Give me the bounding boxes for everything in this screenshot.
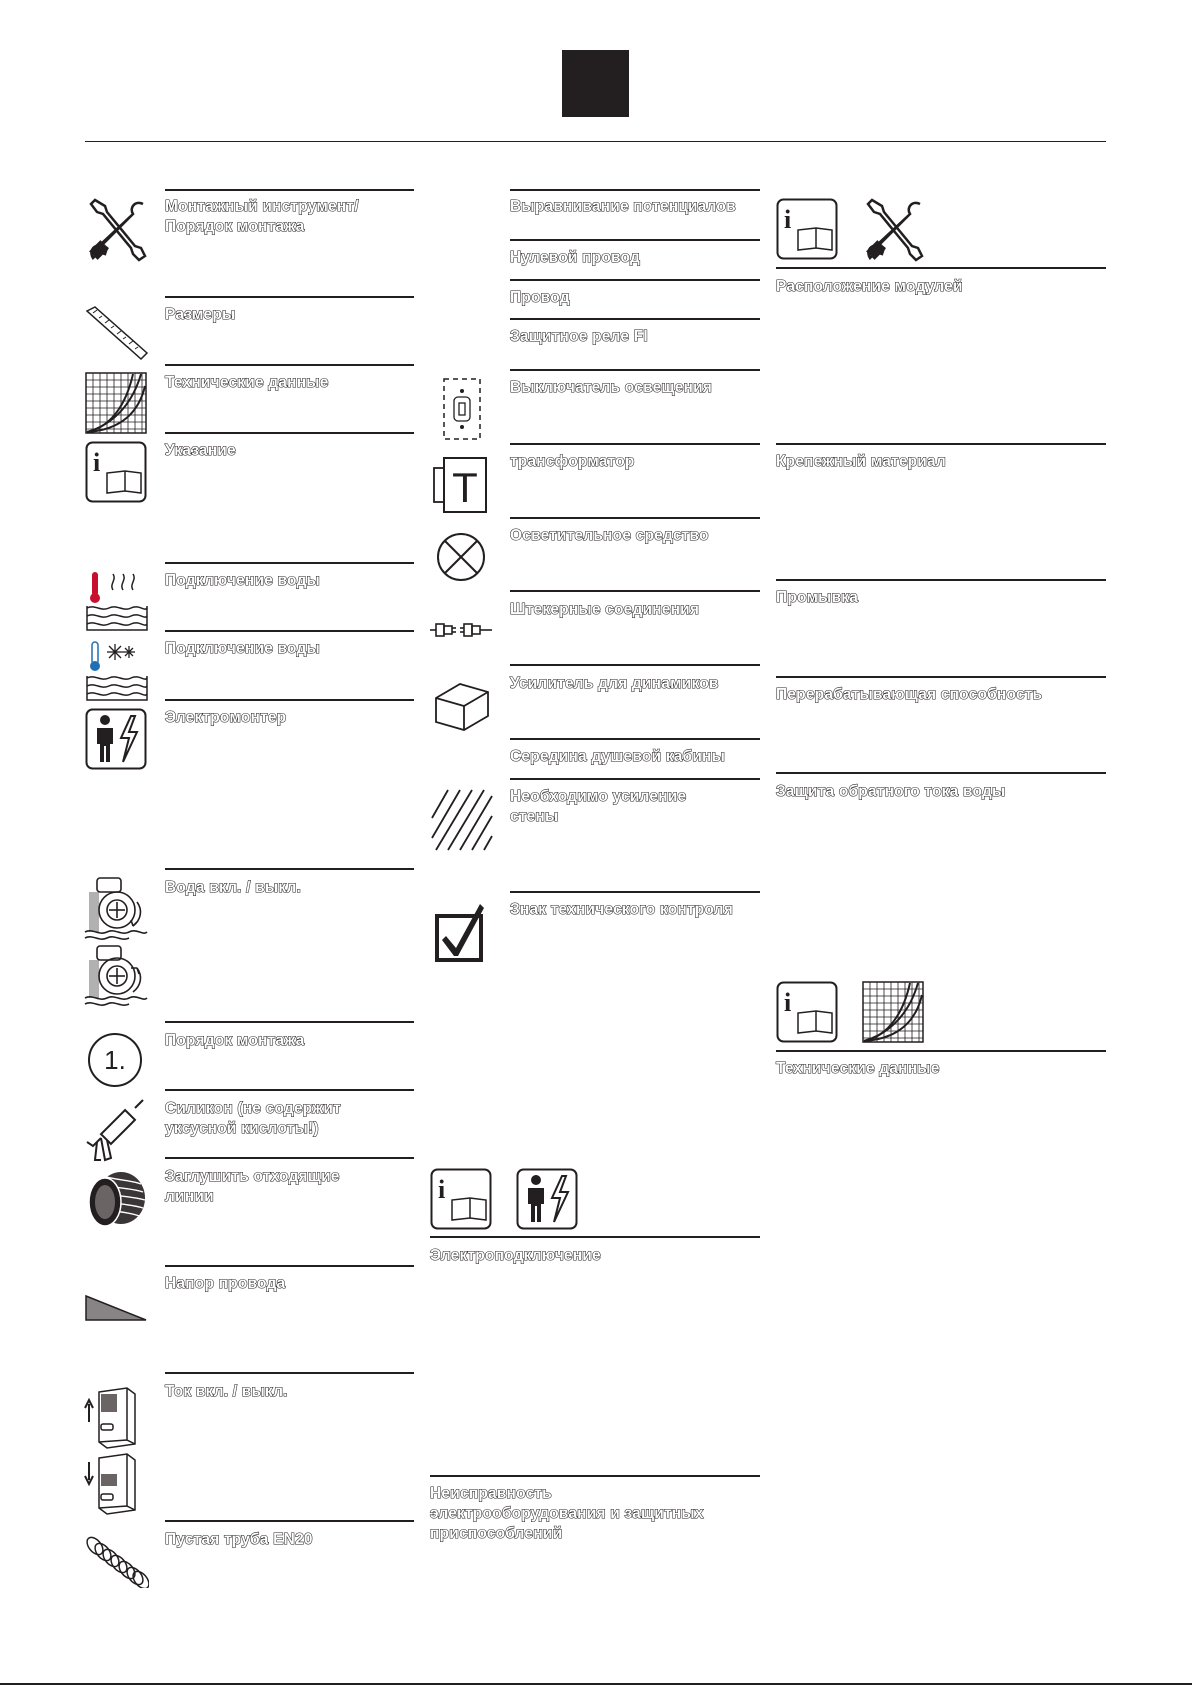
divider xyxy=(776,676,1106,678)
pipe-plug-icon xyxy=(85,1168,147,1232)
plug-connector-icon xyxy=(430,622,492,638)
divider xyxy=(165,1372,414,1374)
divider xyxy=(165,1265,414,1267)
entry-label: Осветительное средство xyxy=(510,527,709,544)
entry-label: Защитное реле FI xyxy=(510,328,648,345)
entry-label: Промывка xyxy=(776,589,859,606)
water-valve-icon xyxy=(83,876,149,1010)
entry-label: Необходимо усиление стены xyxy=(510,788,687,825)
svg-text:i: i xyxy=(784,988,792,1017)
entry-label: Штекерные соединения xyxy=(510,601,700,618)
section-label: Неисправность электрооборудования и защитных приспособлений xyxy=(430,1485,704,1542)
cold-water-icon xyxy=(85,640,149,702)
transformer-letter: T xyxy=(452,464,478,511)
divider xyxy=(165,699,414,701)
divider xyxy=(510,738,760,740)
entry-label: Усилитель для динамиков xyxy=(510,675,719,692)
divider xyxy=(776,772,1106,774)
step-number-text: 1. xyxy=(104,1045,126,1075)
entry-label: Монтажный инструмент/ Порядок монтажа xyxy=(165,198,359,235)
wrench-screwdriver-icon xyxy=(85,198,149,262)
divider xyxy=(510,517,760,519)
header-rule xyxy=(85,141,1106,142)
info-book-icon xyxy=(776,198,838,260)
divider xyxy=(510,778,760,780)
info-book-icon xyxy=(430,1168,492,1230)
entry-label: Заглушить отходящие линии xyxy=(165,1168,340,1205)
entry-label: Технические данные xyxy=(165,374,329,391)
divider xyxy=(510,189,760,191)
divider xyxy=(776,579,1106,581)
divider xyxy=(165,1021,414,1023)
info-book-icon xyxy=(85,441,147,503)
entry-label: Пустая труба EN20 xyxy=(165,1531,313,1548)
hot-water-icon xyxy=(85,570,149,632)
entry-label: Выключатель освещения xyxy=(510,379,713,396)
wrench-screwdriver-icon xyxy=(862,198,926,262)
entry-label: Порядок монтажа xyxy=(165,1032,305,1049)
info-book-icon xyxy=(776,981,838,1043)
entry-label: Выравнивание потенциалов xyxy=(510,198,736,215)
entry-label: Указание xyxy=(165,442,236,459)
divider xyxy=(165,432,414,434)
electrician-icon xyxy=(516,1168,578,1230)
technical-graph-icon xyxy=(862,981,924,1043)
wall-hatch-icon xyxy=(430,788,494,852)
entry-label: Ток вкл. / выкл. xyxy=(165,1383,288,1400)
divider xyxy=(165,189,414,191)
divider xyxy=(165,562,414,564)
divider xyxy=(510,891,760,893)
entry-label: Защита обратного тока воды xyxy=(776,783,1006,800)
amplifier-box-icon xyxy=(434,676,490,732)
entry-label: Крепежный материал xyxy=(776,453,946,470)
entry-label: Подключение воды xyxy=(165,572,320,589)
entry-label: Размеры xyxy=(165,306,236,323)
ruler-icon xyxy=(85,305,149,363)
divider xyxy=(776,443,1106,445)
divider xyxy=(510,279,760,281)
electrician-icon xyxy=(85,708,147,770)
entry-label: Нулевой провод xyxy=(510,249,641,266)
circuit-breaker-icon xyxy=(83,1386,139,1516)
section-label: Электроподключение xyxy=(430,1247,601,1264)
divider xyxy=(510,318,760,320)
entry-label: Подключение воды xyxy=(165,640,320,657)
divider xyxy=(165,364,414,366)
entry-label: Расположение модулей xyxy=(776,278,963,295)
divider xyxy=(165,630,414,632)
technical-graph-icon xyxy=(85,372,147,434)
divider xyxy=(510,369,760,371)
entry-label: Знак технического контроля xyxy=(510,901,733,918)
entry-label: Технические данные xyxy=(776,1060,940,1077)
wedge-icon xyxy=(85,1294,147,1322)
lamp-icon xyxy=(436,532,486,582)
divider xyxy=(165,1157,414,1159)
entry-label: Провод xyxy=(510,289,570,306)
divider xyxy=(165,296,414,298)
inspection-check-icon xyxy=(434,900,490,964)
divider xyxy=(430,1475,760,1477)
light-switch-icon xyxy=(442,377,482,441)
entry-label: Середина душевой кабины xyxy=(510,748,726,765)
divider xyxy=(776,1050,1106,1052)
entry-label: Напор провода xyxy=(165,1275,286,1292)
entry-label: Вода вкл. / выкл. xyxy=(165,879,302,896)
silicone-gun-icon xyxy=(83,1098,149,1164)
entry-label: Электромонтер xyxy=(165,709,287,726)
entry-label: Перерабатывающая способность xyxy=(776,686,1043,703)
step-number-icon xyxy=(87,1032,143,1088)
divider xyxy=(165,868,414,870)
divider xyxy=(510,443,760,445)
chapter-tab-marker xyxy=(562,50,629,117)
entry-label: Силикон (не содержит уксусной кислоты!) xyxy=(165,1100,341,1137)
svg-text:i: i xyxy=(93,448,101,477)
divider xyxy=(430,1236,760,1238)
transformer-icon xyxy=(432,456,488,514)
conduit-pipe-icon xyxy=(85,1532,149,1588)
divider xyxy=(510,590,760,592)
svg-text:i: i xyxy=(784,205,792,234)
divider xyxy=(165,1520,414,1522)
entry-label: трансформатор xyxy=(510,453,635,470)
divider xyxy=(776,267,1106,269)
divider xyxy=(510,664,760,666)
divider xyxy=(165,1089,414,1091)
svg-text:i: i xyxy=(438,1175,446,1204)
divider xyxy=(510,239,760,241)
